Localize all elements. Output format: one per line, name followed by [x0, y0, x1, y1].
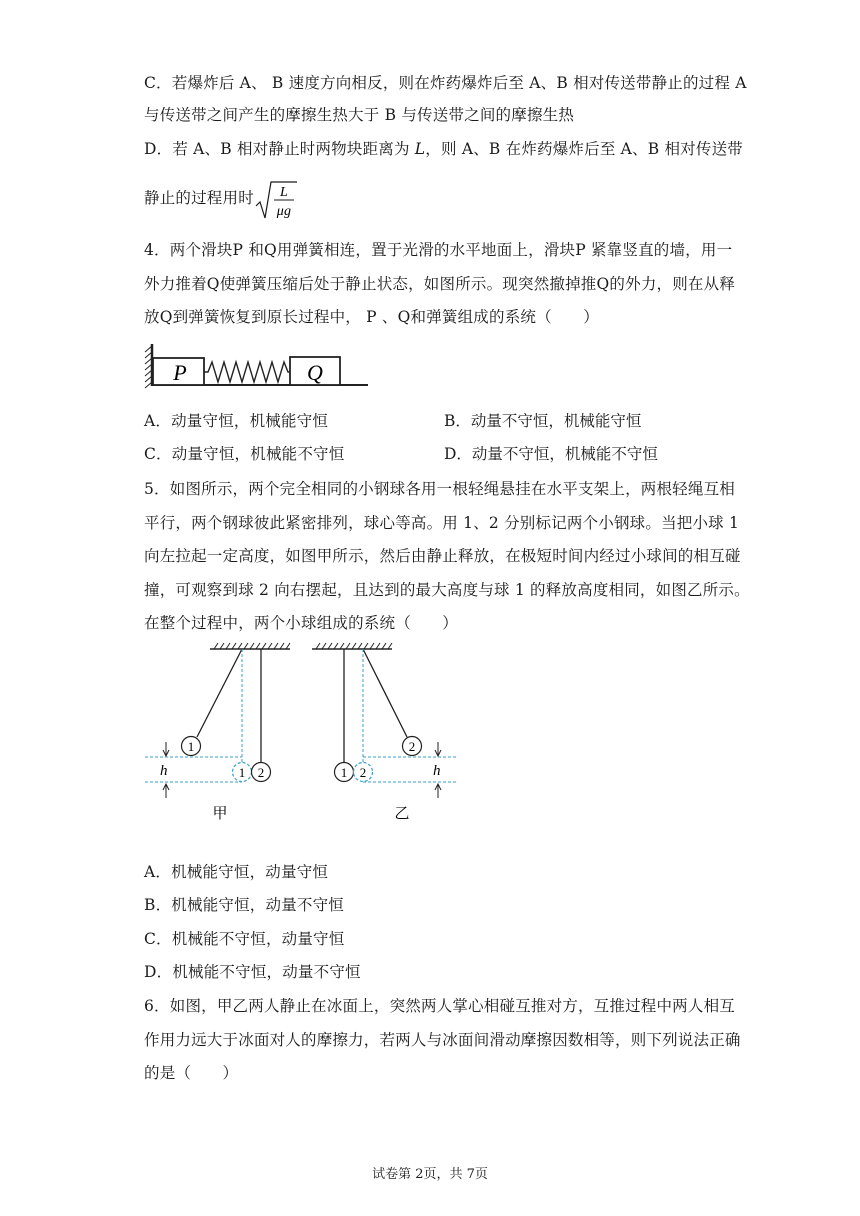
q6-stem-line3: 的是（ ） [144, 1064, 239, 1082]
ball-1-right-label: 1 [340, 765, 348, 780]
sqrt-formula [254, 177, 298, 222]
q5-stem-line4: 撞，可观察到球 2 向右摆起，且达到的最大高度与球 1 的释放高度相同，如图乙所示。 [144, 581, 750, 599]
ball-1-ghost-label: 1 [238, 765, 246, 780]
pendulum-figure [140, 640, 470, 830]
q4-option-b: B．动量不守恒，机械能守恒 [444, 412, 642, 430]
q6-stem-line1: 6．如图，甲乙两人静止在冰面上，突然两人掌心相碰互推对方，互推过程中两人相互 [144, 997, 735, 1015]
caption-left: 甲 [212, 806, 228, 822]
q5-option-c: C．机械能不守恒，动量守恒 [144, 930, 345, 948]
height-label-left: h [160, 763, 168, 779]
sqrt-denominator: μg [276, 203, 292, 219]
q5-option-b: B．机械能守恒，动量不守恒 [144, 896, 344, 914]
ball-2-rest-label: 2 [257, 765, 265, 780]
q5-option-d: D．机械能不守恒，动量不守恒 [144, 963, 361, 981]
q5-option-a: A．机械能守恒，动量守恒 [144, 863, 329, 881]
caption-right: 乙 [394, 806, 410, 822]
q4-stem-line1: 4．两个滑块P 和Q用弹簧相连，置于光滑的水平地面上，滑块P 紧靠竖直的墙，用一 [144, 241, 733, 259]
q3-option-d-var-l: L [414, 140, 426, 158]
q3-option-c-line1: C．若爆炸后 A、 B 速度方向相反，则在炸药爆炸后至 A、B 相对传送带静止的过程 A [144, 74, 747, 92]
q3-option-d-line1 [144, 139, 743, 159]
spring [204, 362, 290, 382]
ball-1-raised-label: 1 [187, 739, 195, 754]
height-label-right: h [433, 763, 441, 779]
page-footer: 试卷第 2页，共 7页 [372, 1167, 488, 1182]
block-q-label: Q [307, 360, 323, 385]
q3-option-d-text-c: 静止的过程用时 [144, 189, 254, 207]
q5-stem-line2: 平行，两个钢球彼此紧密排列，球心等高。用 1、2 分别标记两个小钢球。当把小球 1 [144, 514, 740, 532]
q5-stem-line5: 在整个过程中，两个小球组成的系统（ ） [144, 614, 459, 632]
q4-option-c: C．动量守恒，机械能不守恒 [144, 445, 345, 463]
block-p-label: P [173, 360, 187, 385]
q3-option-d-line2 [144, 176, 298, 220]
spring-block-figure [140, 340, 372, 392]
q4-option-d: D．动量不守恒，机械能不守恒 [444, 445, 658, 463]
q3-option-c-line2: 与传送带之间产生的摩擦生热大于 B 与传送带之间的摩擦生热 [144, 106, 575, 124]
ball-2-ghost-label: 2 [359, 765, 367, 780]
q5-stem-line3: 向左拉起一定高度，如图甲所示，然后由静止释放，在极短时间内经过小球间的相互碰 [144, 547, 741, 565]
q5-stem-line1: 5．如图所示，两个完全相同的小钢球各用一根轻绳悬挂在水平支架上，两根轻绳互相 [144, 480, 735, 498]
q4-stem-line3: 放Q到弹簧恢复到原长过程中， P 、Q和弹簧组成的系统（ ） [144, 308, 599, 326]
sqrt-numerator: L [279, 184, 288, 200]
q3-option-d-text-b: ，则 A、B 在炸药爆炸后至 A、B 相对传送带 [425, 140, 743, 158]
q6-stem-line2: 作用力远大于冰面对人的摩擦力，若两人与冰面间滑动摩擦因数相等，则下列说法正确 [144, 1031, 741, 1049]
q3-option-d-text-a: D．若 A、B 相对静止时两物块距离为 [144, 140, 415, 158]
q4-stem-line2: 外力推着Q使弹簧压缩后处于静止状态，如图所示。现突然撤掉推Q的外力，则在从释 [144, 275, 736, 293]
ball-2-raised-label: 2 [408, 739, 416, 754]
q4-option-a: A．动量守恒，机械能守恒 [144, 412, 329, 430]
